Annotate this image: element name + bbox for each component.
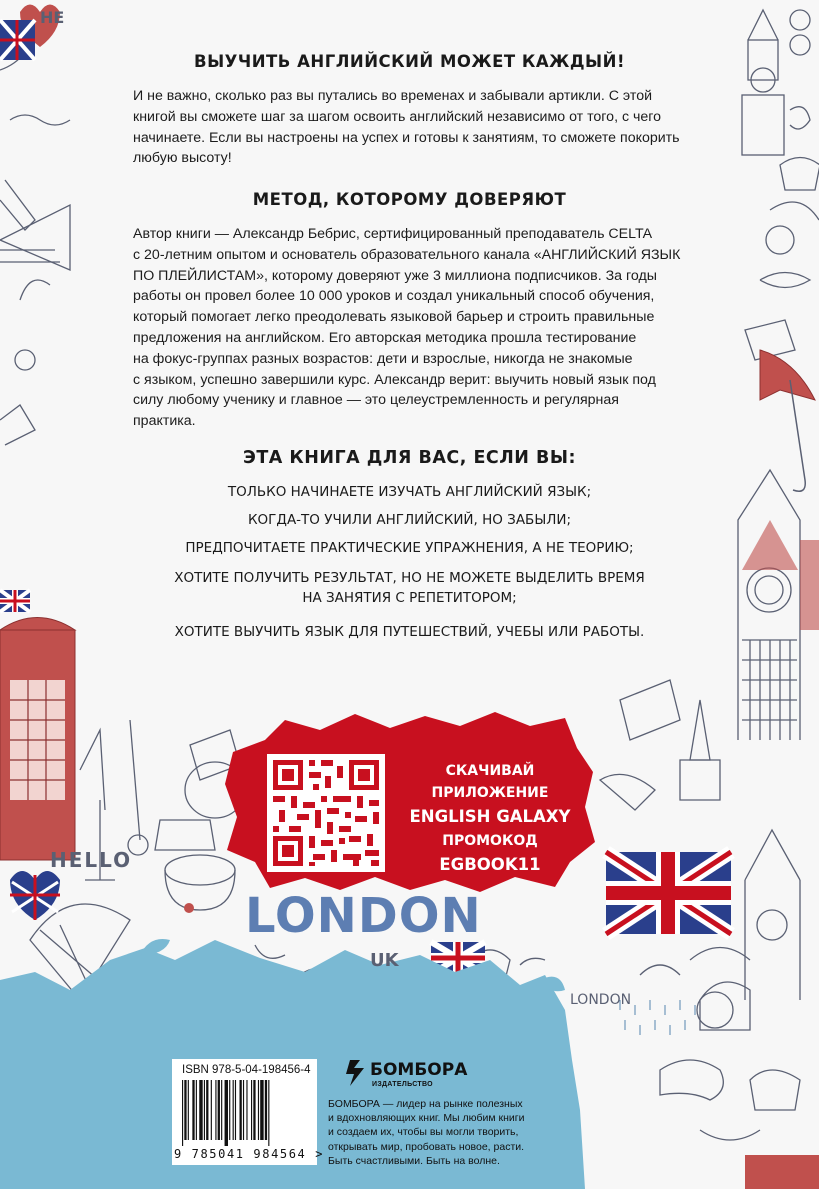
hello-doodle: HELLO <box>50 848 133 872</box>
paragraph-line: Автор книги — Александр Бебрис, сертифицированный преподаватель CELTA <box>133 226 653 242</box>
audience-item: ХОТИТЕ ПОЛУЧИТЬ РЕЗУЛЬТАТ, НО НЕ МОЖЕТЕ ВЫДЕЛИТЬ ВРЕМЯ <box>174 570 645 586</box>
publisher-description-line: и создаем их, чтобы вы могли творить, <box>328 1126 519 1139</box>
publisher-subtitle: ИЗДАТЕЛЬСТВО <box>372 1081 433 1088</box>
paragraph-line: который помогает легко преодолевать языковой барьер и строить правильные <box>133 309 655 326</box>
publisher-description-line: Быть счастливыми. Быть на волне. <box>328 1154 500 1167</box>
section2-paragraph <box>133 224 693 432</box>
barcode-bar <box>233 1080 234 1140</box>
paragraph-line: с языком, успешно завершили курс. Александр верит: выучить новый язык под <box>133 371 656 388</box>
section2-title: МЕТОД, КОТОРОМУ ДОВЕРЯЮТ <box>252 190 567 209</box>
london-doodle: LONDON <box>245 888 482 944</box>
paragraph-line: на фокус-группах разных возрастов: дети и взрослые, никогда не знакомые <box>133 350 633 367</box>
barcode-bar <box>188 1080 189 1140</box>
audience-item: НА ЗАНЯТИЯ С РЕПЕТИТОРОМ; <box>302 590 517 606</box>
barcode-bar <box>258 1080 259 1140</box>
paragraph-line: с 20-летним опытом и основатель образовательного канала «АНГЛИЙСКИЙ ЯЗЫК <box>133 246 681 263</box>
barcode <box>182 1080 308 1146</box>
barcode-bar <box>196 1080 197 1140</box>
section1-title: ВЫУЧИТЬ АНГЛИЙСКИЙ МОЖЕТ КАЖДЫЙ! <box>194 52 625 71</box>
barcode-bar <box>215 1080 216 1140</box>
barcode-bar <box>225 1080 228 1146</box>
isbn-label: ISBN 978-5-04-198456-4 <box>182 1064 311 1076</box>
audience-item: ТОЛЬКО НАЧИНАЕТЕ ИЗУЧАТЬ АНГЛИЙСКИЙ ЯЗЫК; <box>227 484 592 500</box>
barcode-bar <box>184 1080 186 1140</box>
uk-doodle: UK <box>370 950 399 971</box>
paragraph-line: начинаете. Если вы настроены на успех и готовы к занятиям, то сможете покорить <box>133 129 680 146</box>
audience-item: ПРЕДПОЧИТАЕТЕ ПРАКТИЧЕСКИЕ УПРАЖНЕНИЯ, А НЕ ТЕОРИЮ; <box>185 540 634 556</box>
paragraph-line: книгой вы сможете шаг за шагом освоить английский независимо от того, с чего <box>133 108 662 125</box>
barcode-bar <box>206 1080 208 1140</box>
bombora-logo-icon <box>346 1058 368 1088</box>
barcode-bar <box>211 1080 212 1140</box>
barcode-bar <box>182 1080 183 1146</box>
promo-app-name: ENGLISH GALAXY <box>409 807 571 826</box>
barcode-bar <box>199 1080 202 1140</box>
publisher-description-line: и вдохновляющих книг. Мы любим книги <box>328 1112 525 1125</box>
barcode-bar <box>268 1080 269 1146</box>
barcode-bar <box>240 1080 242 1140</box>
barcode-number: 9 785041 984564 > <box>174 1147 325 1161</box>
promo-code: EGBOOK11 <box>439 855 541 874</box>
barcode-bar <box>229 1080 230 1140</box>
paragraph-line: любую высоту! <box>133 150 232 167</box>
paragraph-line: предложения на английском. Его авторская методика прошла тестирование <box>133 329 637 346</box>
audience-item: КОГДА-ТО УЧИЛИ АНГЛИЙСКИЙ, НО ЗАБЫЛИ; <box>247 512 572 528</box>
barcode-bar <box>235 1080 236 1140</box>
barcode-bar <box>260 1080 263 1140</box>
promo-line1: СКАЧИВАЙ <box>445 763 535 779</box>
paragraph-line: работы он провел более 10 000 уроков и создал уникальный способ обучения, <box>133 288 655 305</box>
barcode-bar <box>204 1080 205 1140</box>
he-doodle: HE <box>40 8 65 27</box>
promo-text <box>400 760 580 878</box>
publisher-name: БОМБОРА <box>370 1060 468 1080</box>
paragraph-line: И не важно, сколько раз вы путались во временах и забывали артикли. С этой <box>133 88 653 104</box>
publisher-description-line: открывать мир, пробовать новое, расти. <box>328 1140 525 1153</box>
paragraph-line: практика. <box>133 413 196 430</box>
london-small-doodle: LONDON <box>570 992 632 1008</box>
publisher-description <box>328 1097 558 1168</box>
barcode-bar <box>243 1080 244 1140</box>
publisher-description-line: БОМБОРА — лидер на рынке полезных <box>328 1098 523 1110</box>
promo-line3: ПРОМОКОД <box>442 833 538 849</box>
barcode-bar <box>218 1080 220 1140</box>
section1-paragraph <box>133 86 693 169</box>
barcode-bar <box>265 1080 267 1140</box>
barcode-bar <box>251 1080 252 1140</box>
barcode-bar <box>246 1080 247 1140</box>
paragraph-line: ПО ПЛЕЙЛИСТАМ», которому доверяют уже 3 миллиона подписчиков. За годы <box>133 267 657 284</box>
barcode-bar <box>253 1080 255 1140</box>
paragraph-line: силу любому ученику и главное — это целеустремленность и регулярная <box>133 392 619 409</box>
barcode-bar <box>192 1080 194 1140</box>
barcode-bar <box>221 1080 222 1140</box>
audience-item: ХОТИТЕ ВЫУЧИТЬ ЯЗЫК ДЛЯ ПУТЕШЕСТВИЙ, УЧЕБЫ ИЛИ РАБОТЫ. <box>174 624 645 640</box>
promo-line2: ПРИЛОЖЕНИЕ <box>431 785 549 801</box>
section3-title: ЭТА КНИГА ДЛЯ ВАС, ЕСЛИ ВЫ: <box>243 448 576 468</box>
